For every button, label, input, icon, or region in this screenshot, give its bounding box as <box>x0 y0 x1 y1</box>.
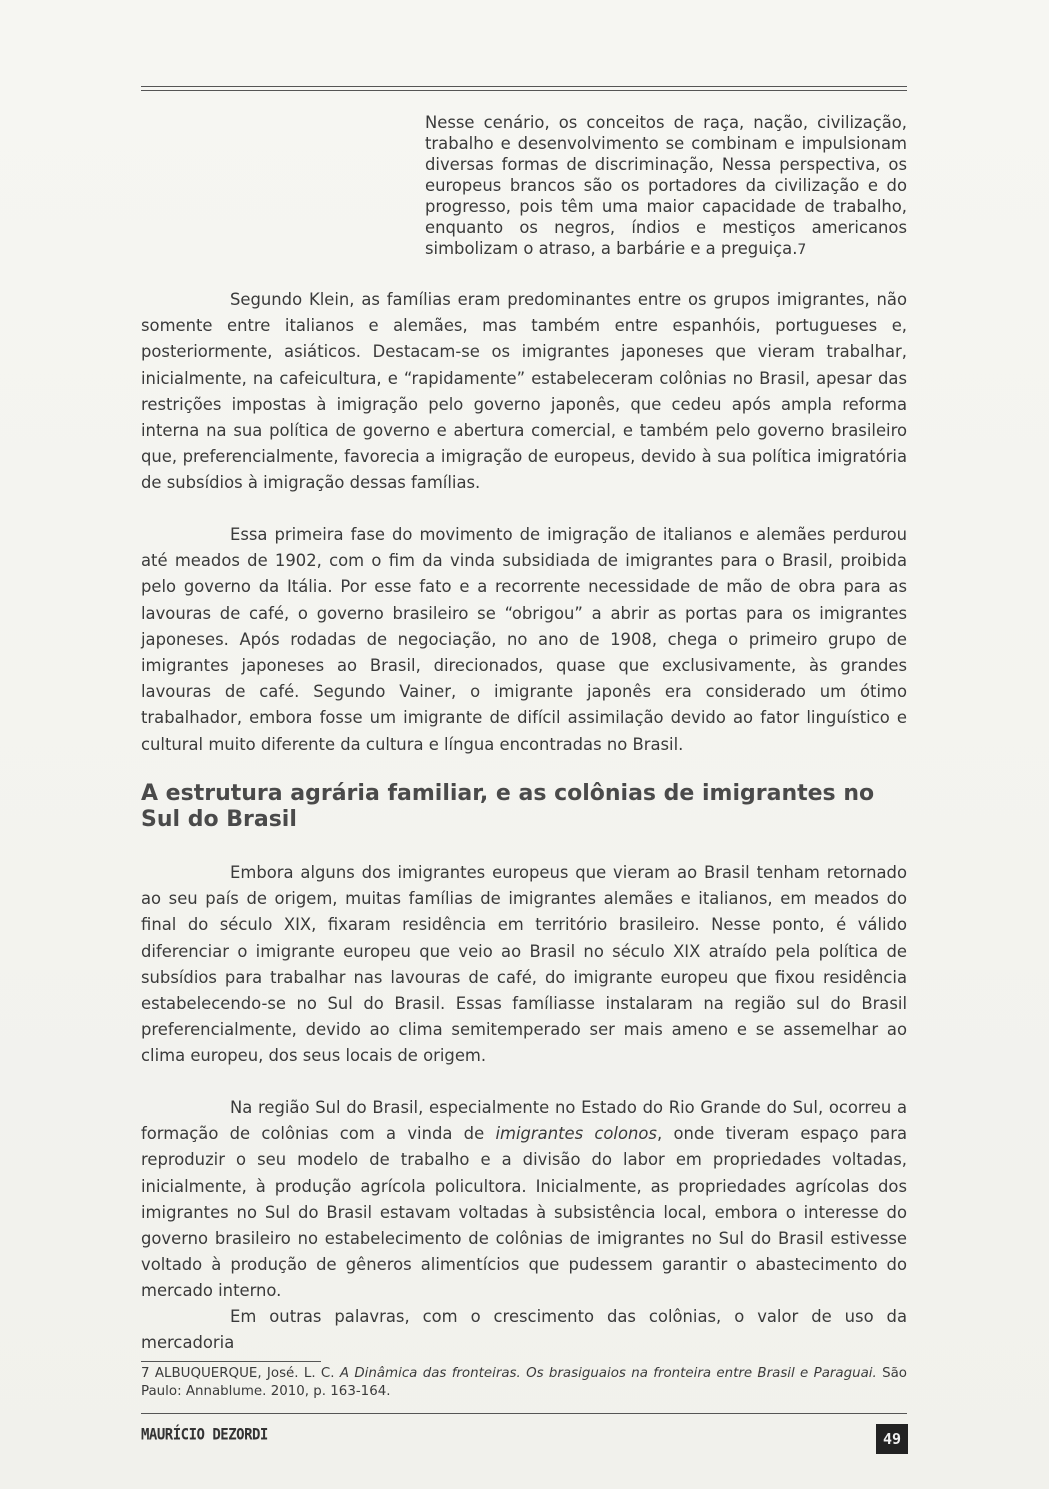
block-quote <box>425 112 907 261</box>
page-number: 49 <box>876 1424 908 1454</box>
footnote-ref[interactable]: 7 <box>797 242 807 258</box>
footnote-separator <box>141 1361 321 1362</box>
footer-rule <box>141 1413 907 1414</box>
footnote-title: A Dinâmica das fronteiras. Os brasiguaios na fronteira entre Brasil e Paraguai. <box>339 1366 877 1381</box>
block-quote-text: Nesse cenário, os conceitos de raça, nação, civilização, trabalho e desenvolvimento se combinam e impulsionam diversas formas de discriminação, Nessa perspectiva, os europeus brancos são os portadores da civilização e do progresso, pois têm uma maior capacidade de trabalho, enquanto os negros, índios e mestiços americanos simbolizam o atraso, a barbárie e a preguiça. <box>425 113 907 258</box>
section-heading: A estrutura agrária familiar, e as colônias de imigrantes no Sul do Brasil <box>141 781 875 832</box>
author-name: MAURÍCIO DEZORDI <box>141 1425 268 1445</box>
footnote <box>141 1365 907 1401</box>
paragraph-5: Em outras palavras, com o crescimento das colônias, o valor de uso da mercadoria <box>141 1307 907 1353</box>
footnote-publisher: São Paulo: Annablume. 2010, p. 163-164. <box>141 1366 908 1399</box>
footnote-author: 7 ALBUQUERQUE, José. L. C. <box>141 1366 340 1381</box>
paragraph-1: Segundo Klein, as famílias eram predominantes entre os grupos imigrantes, não somente entre italianos e alemães, mas também entre espanhóis, portugueses e, posteriormente, asiáticos. Destacam-se os imigrantes japoneses que vieram trabalhar, inicialmente, na cafeicultura, e “rapidamente” estabeleceram colônias no Brasil, apesar das restrições impostas à imigração pelo governo japonês, que cedeu após ampla reforma interna na sua política de governo e abertura comercial, e também pelo governo brasileiro que, preferencialmente, favorecia a imigração de europeus, devido à sua política imigratória de subsídios à imigração dessas famílias. <box>141 290 907 493</box>
paragraph-4-text-end: , onde tiveram espaço para reproduzir o seu modelo de trabalho e a divisão do labor em propriedades voltadas, inicialmente, à produção agrícola policultora. Inicialmente, as propriedades agrícolas dos imigrantes no Sul do Brasil estavam voltadas à subsistência local, embora o interesse do governo brasileiro no estabelecimento de colônias de imigrantes no Sul do Brasil estivesse voltado à produção de gêneros alimentícios que pudessem garantir o abastecimento do mercado interno. <box>141 1124 907 1301</box>
paragraph-4-emphasis: imigrantes colonos <box>495 1124 657 1144</box>
header-double-rule <box>141 86 907 91</box>
paragraph-4 <box>141 1095 907 1305</box>
paragraph-4-text-start: Na região Sul do Brasil, especialmente no Estado do Rio Grande do Sul, ocorreu a formação de colônias com a vinda de <box>141 1098 907 1144</box>
paragraph-2: Essa primeira fase do movimento de imigração de italianos e alemães perdurou até meados de 1902, com o fim da vinda subsidiada de imigrantes para o Brasil, proibida pelo governo da Itália. Por esse fato e a recorrente necessidade de mão de obra para as lavouras de café, o governo brasileiro se “obrigou” a abrir as portas para os imigrantes japoneses. Após rodadas de negociação, no ano de 1908, chega o primeiro grupo de imigrantes japoneses ao Brasil, direcionados, quase que exclusivamente, às grandes lavouras de café. Segundo Vainer, o imigrante japonês era considerado um ótimo trabalhador, embora fosse um imigrante de difícil assimilação devido ao fator linguístico e cultural muito diferente da cultura e língua encontradas no Brasil. <box>141 525 907 754</box>
paragraph-3: Embora alguns dos imigrantes europeus que vieram ao Brasil tenham retornado ao seu país de origem, muitas famílias de imigrantes alemães e italianos, em meados do final do século XIX, fixaram residência em território brasileiro. Nesse ponto, é válido diferenciar o imigrante europeu que veio ao Brasil no século XIX atraído pela política de subsídios para trabalhar nas lavouras de café, do imigrante europeu que fixou residência estabelecendo-se no Sul do Brasil. Essas famíliasse instalaram na região sul do Brasil preferencialmente, devido ao clima semitemperado ser mais ameno e se assemelhar ao clima europeu, dos seus locais de origem. <box>141 863 907 1066</box>
